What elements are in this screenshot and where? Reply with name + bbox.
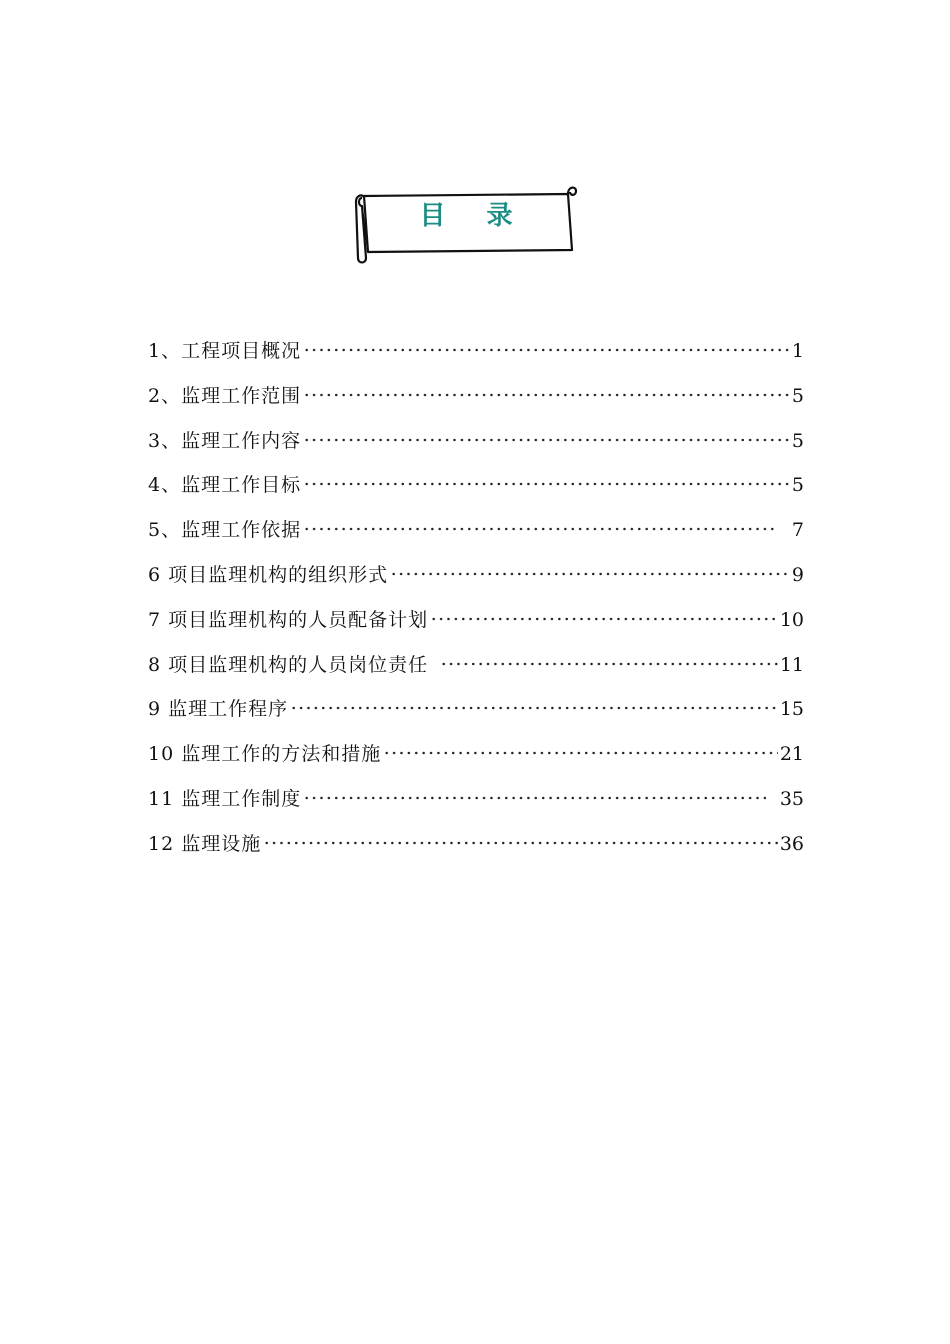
toc-dot-leader: [290, 706, 778, 710]
toc-item[interactable]: [148, 557, 804, 602]
title-banner: [354, 184, 578, 266]
toc-item-page: 9: [791, 563, 804, 586]
toc-item-label: 11 监理工作制度: [148, 787, 302, 810]
toc-item[interactable]: [148, 333, 804, 378]
toc-dot-leader: [303, 393, 790, 397]
toc-item-page: 21: [779, 743, 804, 766]
toc-item[interactable]: [148, 781, 804, 826]
toc-item[interactable]: [148, 736, 804, 781]
toc-item-page: 1: [791, 340, 804, 362]
toc-item[interactable]: [148, 467, 804, 512]
toc-dot-leader: [390, 572, 790, 576]
toc-dot-leader: [263, 841, 778, 845]
toc-item[interactable]: [148, 512, 804, 557]
toc-item[interactable]: [148, 378, 804, 423]
toc-item[interactable]: [148, 826, 804, 871]
toc-item[interactable]: [148, 602, 804, 647]
toc-item[interactable]: [148, 691, 804, 736]
toc-item-page: 5: [791, 474, 804, 497]
page-title: 目 录: [419, 201, 529, 231]
toc-item-label: 12 监理设施: [148, 832, 262, 855]
toc-item-label: 1、工程项目概况: [148, 340, 302, 362]
toc-item-label: 3、监理工作内容: [148, 429, 302, 452]
toc-dot-leader: [430, 617, 778, 621]
toc-item-label: 2、监理工作范围: [148, 384, 302, 407]
toc-item-label: 6 项目监理机构的组织形式: [148, 563, 389, 586]
toc-item-page: 7: [791, 519, 804, 542]
toc-item-label: 10 监理工作的方法和措施: [148, 743, 382, 766]
toc-dot-leader: [303, 348, 790, 352]
toc-dot-leader: [303, 527, 778, 531]
toc-item-label: 8 项目监理机构的人员岗位责任: [148, 653, 429, 676]
toc-item[interactable]: [148, 423, 804, 468]
toc-item[interactable]: [148, 647, 804, 692]
toc-item-page: 10: [779, 608, 804, 631]
toc-item-label: 9 监理工作程序: [148, 698, 289, 721]
toc-dot-leader: [383, 751, 778, 755]
toc-item-page: 35: [779, 787, 804, 810]
toc-item-label: 4、监理工作目标: [148, 474, 302, 497]
toc-item-page: 11: [779, 653, 804, 676]
toc-item-page: 15: [779, 698, 804, 721]
toc-item-page: 5: [791, 384, 804, 407]
toc-item-page: 36: [779, 832, 804, 855]
toc-item-page: 5: [791, 429, 804, 452]
toc-dot-leader: [440, 662, 778, 666]
toc-item-label: 7 项目监理机构的人员配备计划: [148, 608, 429, 631]
toc-item-label: 5、监理工作依据: [148, 519, 302, 542]
toc-dot-leader: [303, 438, 790, 442]
table-of-contents: [148, 333, 804, 871]
toc-dot-leader: [303, 796, 766, 800]
toc-dot-leader: [303, 482, 790, 486]
